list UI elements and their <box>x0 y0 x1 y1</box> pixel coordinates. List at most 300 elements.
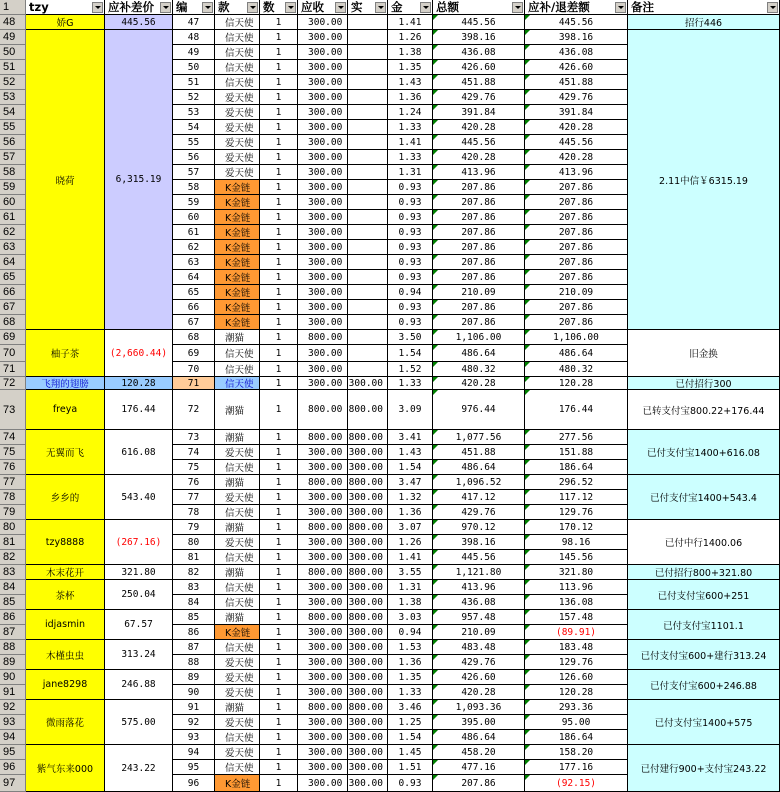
item-style[interactable]: K金链 <box>215 315 260 330</box>
quantity[interactable]: 1 <box>260 225 298 240</box>
item-style[interactable]: 爱天使 <box>215 135 260 150</box>
difference-amount[interactable]: 277.56 <box>525 430 628 445</box>
item-number[interactable]: 93 <box>173 730 215 745</box>
total-amount[interactable]: 436.08 <box>433 45 525 60</box>
total-amount[interactable]: 429.76 <box>433 655 525 670</box>
quantity[interactable]: 1 <box>260 240 298 255</box>
difference-amount[interactable]: 445.56 <box>525 15 628 30</box>
receivable[interactable]: 300.00 <box>298 165 348 180</box>
filter-dropdown-icon[interactable] <box>512 2 523 13</box>
item-style[interactable]: 爱天使 <box>215 150 260 165</box>
item-number[interactable]: 62 <box>173 240 215 255</box>
receivable[interactable]: 300.00 <box>298 120 348 135</box>
item-style[interactable]: 潮猫 <box>215 475 260 490</box>
weight[interactable]: 3.55 <box>388 565 433 580</box>
total-amount[interactable]: 417.12 <box>433 490 525 505</box>
receivable[interactable]: 300.00 <box>298 180 348 195</box>
item-style[interactable]: 信天使 <box>215 505 260 520</box>
receivable[interactable]: 300.00 <box>298 550 348 565</box>
customer-name[interactable]: 木末花开 <box>26 565 105 580</box>
total-amount[interactable]: 413.96 <box>433 165 525 180</box>
item-style[interactable]: K金链 <box>215 255 260 270</box>
quantity[interactable]: 1 <box>260 775 298 792</box>
total-amount[interactable]: 436.08 <box>433 595 525 610</box>
item-number[interactable]: 69 <box>173 345 215 362</box>
filter-dropdown-icon[interactable] <box>202 2 213 13</box>
quantity[interactable]: 1 <box>260 490 298 505</box>
customer-name[interactable]: idjasmin <box>26 610 105 640</box>
weight[interactable]: 1.43 <box>388 445 433 460</box>
difference-amount[interactable]: 136.08 <box>525 595 628 610</box>
difference-total[interactable]: 616.08 <box>105 430 173 475</box>
receivable[interactable]: 800.00 <box>298 475 348 490</box>
difference-amount[interactable]: 486.64 <box>525 345 628 362</box>
item-style[interactable]: 潮猫 <box>215 610 260 625</box>
quantity[interactable]: 1 <box>260 640 298 655</box>
difference-amount[interactable]: 120.28 <box>525 685 628 700</box>
weight[interactable]: 0.94 <box>388 285 433 300</box>
difference-total[interactable]: 575.00 <box>105 700 173 745</box>
quantity[interactable]: 1 <box>260 15 298 30</box>
filter-dropdown-icon[interactable] <box>160 2 171 13</box>
weight[interactable]: 1.26 <box>388 535 433 550</box>
filter-dropdown-icon[interactable] <box>767 2 778 13</box>
item-number[interactable]: 50 <box>173 60 215 75</box>
weight[interactable]: 0.94 <box>388 625 433 640</box>
total-amount[interactable]: 445.56 <box>433 15 525 30</box>
quantity[interactable]: 1 <box>260 195 298 210</box>
quantity[interactable]: 1 <box>260 655 298 670</box>
item-style[interactable]: 爱天使 <box>215 490 260 505</box>
quantity[interactable]: 1 <box>260 120 298 135</box>
weight[interactable]: 1.54 <box>388 730 433 745</box>
item-number[interactable]: 52 <box>173 90 215 105</box>
received[interactable] <box>348 362 388 377</box>
item-style[interactable]: 信天使 <box>215 580 260 595</box>
total-amount[interactable]: 1,121.80 <box>433 565 525 580</box>
received[interactable]: 300.00 <box>348 445 388 460</box>
total-amount[interactable]: 486.64 <box>433 345 525 362</box>
weight[interactable]: 0.93 <box>388 255 433 270</box>
weight[interactable]: 1.33 <box>388 150 433 165</box>
item-number[interactable]: 65 <box>173 285 215 300</box>
receivable[interactable]: 300.00 <box>298 445 348 460</box>
remark[interactable]: 旧金换 <box>628 330 780 377</box>
item-number[interactable]: 47 <box>173 15 215 30</box>
quantity[interactable]: 1 <box>260 165 298 180</box>
weight[interactable]: 3.09 <box>388 390 433 430</box>
weight[interactable]: 1.41 <box>388 15 433 30</box>
item-number[interactable]: 61 <box>173 225 215 240</box>
receivable[interactable]: 300.00 <box>298 315 348 330</box>
weight[interactable]: 3.41 <box>388 430 433 445</box>
quantity[interactable]: 1 <box>260 670 298 685</box>
total-amount[interactable]: 207.86 <box>433 270 525 285</box>
difference-total[interactable]: 67.57 <box>105 610 173 640</box>
receivable[interactable]: 800.00 <box>298 390 348 430</box>
weight[interactable]: 1.38 <box>388 45 433 60</box>
weight[interactable]: 0.93 <box>388 195 433 210</box>
customer-name[interactable]: 木槿虫虫 <box>26 640 105 670</box>
difference-amount[interactable]: 98.16 <box>525 535 628 550</box>
item-number[interactable]: 72 <box>173 390 215 430</box>
weight[interactable]: 1.31 <box>388 165 433 180</box>
item-style[interactable]: 潮猫 <box>215 430 260 445</box>
item-style[interactable]: 信天使 <box>215 345 260 362</box>
difference-amount[interactable]: 210.09 <box>525 285 628 300</box>
weight[interactable]: 0.93 <box>388 270 433 285</box>
difference-amount[interactable]: 95.00 <box>525 715 628 730</box>
total-amount[interactable]: 426.60 <box>433 670 525 685</box>
quantity[interactable]: 1 <box>260 760 298 775</box>
received[interactable]: 300.00 <box>348 550 388 565</box>
total-amount[interactable]: 207.86 <box>433 255 525 270</box>
receivable[interactable]: 300.00 <box>298 730 348 745</box>
total-amount[interactable]: 429.76 <box>433 90 525 105</box>
item-number[interactable]: 68 <box>173 330 215 345</box>
difference-amount[interactable]: 207.86 <box>525 270 628 285</box>
quantity[interactable]: 1 <box>260 135 298 150</box>
receivable[interactable]: 800.00 <box>298 565 348 580</box>
item-style[interactable]: 爱天使 <box>215 745 260 760</box>
column-header[interactable]: 应收 <box>298 0 348 15</box>
received[interactable] <box>348 315 388 330</box>
receivable[interactable]: 300.00 <box>298 760 348 775</box>
remark[interactable]: 已付中行1400.06 <box>628 520 780 565</box>
quantity[interactable]: 1 <box>260 90 298 105</box>
remark[interactable]: 已付支付宝600+246.88 <box>628 670 780 700</box>
difference-amount[interactable]: 126.60 <box>525 670 628 685</box>
quantity[interactable]: 1 <box>260 377 298 390</box>
received[interactable] <box>348 285 388 300</box>
item-style[interactable]: 信天使 <box>215 730 260 745</box>
received[interactable]: 800.00 <box>348 430 388 445</box>
item-number[interactable]: 96 <box>173 775 215 792</box>
quantity[interactable]: 1 <box>260 255 298 270</box>
quantity[interactable]: 1 <box>260 715 298 730</box>
receivable[interactable]: 300.00 <box>298 745 348 760</box>
receivable[interactable]: 300.00 <box>298 90 348 105</box>
item-style[interactable]: 潮猫 <box>215 565 260 580</box>
received[interactable]: 300.00 <box>348 655 388 670</box>
difference-amount[interactable]: 129.76 <box>525 505 628 520</box>
item-style[interactable]: 爱天使 <box>215 90 260 105</box>
remark[interactable]: 招行446 <box>628 15 780 30</box>
receivable[interactable]: 300.00 <box>298 715 348 730</box>
item-number[interactable]: 56 <box>173 150 215 165</box>
difference-amount[interactable]: 113.96 <box>525 580 628 595</box>
difference-amount[interactable]: 207.86 <box>525 180 628 195</box>
quantity[interactable]: 1 <box>260 75 298 90</box>
total-amount[interactable]: 429.76 <box>433 505 525 520</box>
remark[interactable]: 已付支付宝600+建行313.24 <box>628 640 780 670</box>
difference-amount[interactable]: 129.76 <box>525 655 628 670</box>
total-amount[interactable]: 1,106.00 <box>433 330 525 345</box>
filter-dropdown-icon[interactable] <box>375 2 386 13</box>
item-number[interactable]: 63 <box>173 255 215 270</box>
quantity[interactable]: 1 <box>260 580 298 595</box>
received[interactable]: 300.00 <box>348 377 388 390</box>
customer-name[interactable]: tzy8888 <box>26 520 105 565</box>
difference-amount[interactable]: 157.48 <box>525 610 628 625</box>
difference-amount[interactable]: 429.76 <box>525 90 628 105</box>
column-header[interactable]: 总额 <box>433 0 525 15</box>
difference-amount[interactable]: 120.28 <box>525 377 628 390</box>
total-amount[interactable]: 486.64 <box>433 460 525 475</box>
total-amount[interactable]: 420.28 <box>433 685 525 700</box>
item-number[interactable]: 87 <box>173 640 215 655</box>
column-header[interactable]: 备注 <box>628 0 780 15</box>
weight[interactable]: 1.33 <box>388 685 433 700</box>
total-amount[interactable]: 420.28 <box>433 120 525 135</box>
total-amount[interactable]: 398.16 <box>433 535 525 550</box>
received[interactable] <box>348 345 388 362</box>
difference-amount[interactable]: 207.86 <box>525 225 628 240</box>
received[interactable]: 300.00 <box>348 595 388 610</box>
weight[interactable]: 1.31 <box>388 580 433 595</box>
total-amount[interactable]: 1,077.56 <box>433 430 525 445</box>
difference-amount[interactable]: 183.48 <box>525 640 628 655</box>
receivable[interactable]: 300.00 <box>298 595 348 610</box>
filter-dropdown-icon[interactable] <box>615 2 626 13</box>
difference-amount[interactable]: 436.08 <box>525 45 628 60</box>
total-amount[interactable]: 395.00 <box>433 715 525 730</box>
item-style[interactable]: K金链 <box>215 225 260 240</box>
received[interactable] <box>348 225 388 240</box>
receivable[interactable]: 800.00 <box>298 430 348 445</box>
receivable[interactable]: 300.00 <box>298 210 348 225</box>
item-style[interactable]: 爱天使 <box>215 715 260 730</box>
quantity[interactable]: 1 <box>260 625 298 640</box>
total-amount[interactable]: 398.16 <box>433 30 525 45</box>
item-number[interactable]: 75 <box>173 460 215 475</box>
weight[interactable]: 3.46 <box>388 700 433 715</box>
weight[interactable]: 1.35 <box>388 60 433 75</box>
difference-amount[interactable]: 321.80 <box>525 565 628 580</box>
received[interactable] <box>348 165 388 180</box>
customer-name[interactable]: 茶杯 <box>26 580 105 610</box>
total-amount[interactable]: 391.84 <box>433 105 525 120</box>
column-header[interactable]: tzy <box>26 0 105 15</box>
weight[interactable]: 1.25 <box>388 715 433 730</box>
weight[interactable]: 1.33 <box>388 120 433 135</box>
column-header[interactable]: 金 <box>388 0 433 15</box>
total-amount[interactable]: 413.96 <box>433 580 525 595</box>
item-style[interactable]: 信天使 <box>215 377 260 390</box>
quantity[interactable]: 1 <box>260 700 298 715</box>
weight[interactable]: 1.33 <box>388 377 433 390</box>
difference-total[interactable]: 313.24 <box>105 640 173 670</box>
item-number[interactable]: 55 <box>173 135 215 150</box>
item-style[interactable]: 爱天使 <box>215 445 260 460</box>
received[interactable] <box>348 105 388 120</box>
receivable[interactable]: 300.00 <box>298 685 348 700</box>
receivable[interactable]: 300.00 <box>298 460 348 475</box>
receivable[interactable]: 800.00 <box>298 330 348 345</box>
total-amount[interactable]: 207.86 <box>433 315 525 330</box>
remark[interactable]: 已付招行800+321.80 <box>628 565 780 580</box>
received[interactable]: 800.00 <box>348 700 388 715</box>
quantity[interactable]: 1 <box>260 460 298 475</box>
item-style[interactable]: 信天使 <box>215 362 260 377</box>
received[interactable]: 300.00 <box>348 490 388 505</box>
difference-total[interactable]: 246.88 <box>105 670 173 700</box>
quantity[interactable]: 1 <box>260 30 298 45</box>
remark[interactable]: 已付支付宝1400+616.08 <box>628 430 780 475</box>
weight[interactable]: 1.36 <box>388 90 433 105</box>
weight[interactable]: 1.43 <box>388 75 433 90</box>
quantity[interactable]: 1 <box>260 595 298 610</box>
item-style[interactable]: 潮猫 <box>215 330 260 345</box>
customer-name[interactable]: 乡乡的 <box>26 475 105 520</box>
received[interactable]: 300.00 <box>348 580 388 595</box>
receivable[interactable]: 300.00 <box>298 195 348 210</box>
receivable[interactable]: 300.00 <box>298 105 348 120</box>
item-number[interactable]: 71 <box>173 377 215 390</box>
item-number[interactable]: 84 <box>173 595 215 610</box>
received[interactable]: 300.00 <box>348 775 388 792</box>
difference-amount[interactable]: 420.28 <box>525 150 628 165</box>
total-amount[interactable]: 207.86 <box>433 180 525 195</box>
weight[interactable]: 1.35 <box>388 670 433 685</box>
quantity[interactable]: 1 <box>260 565 298 580</box>
item-style[interactable]: 信天使 <box>215 60 260 75</box>
weight[interactable]: 1.38 <box>388 595 433 610</box>
item-style[interactable]: 信天使 <box>215 760 260 775</box>
weight[interactable]: 0.93 <box>388 210 433 225</box>
weight[interactable]: 1.51 <box>388 760 433 775</box>
weight[interactable]: 1.54 <box>388 345 433 362</box>
difference-amount[interactable]: 420.28 <box>525 120 628 135</box>
difference-total[interactable]: 176.44 <box>105 390 173 430</box>
item-style[interactable]: K金链 <box>215 210 260 225</box>
item-number[interactable]: 67 <box>173 315 215 330</box>
receivable[interactable]: 300.00 <box>298 362 348 377</box>
item-number[interactable]: 59 <box>173 195 215 210</box>
received[interactable] <box>348 330 388 345</box>
weight[interactable]: 0.93 <box>388 300 433 315</box>
item-style[interactable]: 信天使 <box>215 460 260 475</box>
item-number[interactable]: 95 <box>173 760 215 775</box>
item-style[interactable]: 爱天使 <box>215 655 260 670</box>
received[interactable] <box>348 300 388 315</box>
difference-amount[interactable]: 480.32 <box>525 362 628 377</box>
weight[interactable]: 1.41 <box>388 550 433 565</box>
total-amount[interactable]: 210.09 <box>433 285 525 300</box>
total-amount[interactable]: 207.86 <box>433 195 525 210</box>
total-amount[interactable]: 477.16 <box>433 760 525 775</box>
difference-amount[interactable]: 296.52 <box>525 475 628 490</box>
difference-total[interactable]: 321.80 <box>105 565 173 580</box>
received[interactable] <box>348 135 388 150</box>
item-style[interactable]: K金链 <box>215 625 260 640</box>
remark[interactable]: 已转支付宝800.22+176.44 <box>628 390 780 430</box>
receivable[interactable]: 300.00 <box>298 150 348 165</box>
receivable[interactable]: 800.00 <box>298 610 348 625</box>
weight[interactable]: 3.47 <box>388 475 433 490</box>
total-amount[interactable]: 1,096.52 <box>433 475 525 490</box>
total-amount[interactable]: 1,093.36 <box>433 700 525 715</box>
quantity[interactable]: 1 <box>260 210 298 225</box>
item-number[interactable]: 53 <box>173 105 215 120</box>
received[interactable] <box>348 195 388 210</box>
quantity[interactable]: 1 <box>260 505 298 520</box>
received[interactable]: 300.00 <box>348 760 388 775</box>
item-number[interactable]: 57 <box>173 165 215 180</box>
quantity[interactable]: 1 <box>260 550 298 565</box>
receivable[interactable]: 300.00 <box>298 240 348 255</box>
received[interactable]: 300.00 <box>348 640 388 655</box>
item-style[interactable]: 爱天使 <box>215 535 260 550</box>
remark[interactable]: 已付招行300 <box>628 377 780 390</box>
quantity[interactable]: 1 <box>260 285 298 300</box>
received[interactable]: 300.00 <box>348 625 388 640</box>
weight[interactable]: 1.32 <box>388 490 433 505</box>
difference-amount[interactable]: 445.56 <box>525 135 628 150</box>
difference-amount[interactable]: 413.96 <box>525 165 628 180</box>
quantity[interactable]: 1 <box>260 45 298 60</box>
filter-dropdown-icon[interactable] <box>285 2 296 13</box>
received[interactable] <box>348 270 388 285</box>
item-style[interactable]: 潮猫 <box>215 520 260 535</box>
difference-amount[interactable]: (89.91) <box>525 625 628 640</box>
total-amount[interactable]: 207.86 <box>433 775 525 792</box>
item-style[interactable]: 潮猫 <box>215 390 260 430</box>
column-header[interactable]: 实 <box>348 0 388 15</box>
item-number[interactable]: 51 <box>173 75 215 90</box>
received[interactable]: 300.00 <box>348 460 388 475</box>
filter-dropdown-icon[interactable] <box>92 2 103 13</box>
receivable[interactable]: 300.00 <box>298 580 348 595</box>
customer-name[interactable]: 飞翔的翅膀 <box>26 377 105 390</box>
item-number[interactable]: 78 <box>173 505 215 520</box>
item-number[interactable]: 64 <box>173 270 215 285</box>
difference-total[interactable]: (267.16) <box>105 520 173 565</box>
received[interactable] <box>348 30 388 45</box>
item-style[interactable]: 信天使 <box>215 45 260 60</box>
weight[interactable]: 1.26 <box>388 30 433 45</box>
weight[interactable]: 3.03 <box>388 610 433 625</box>
item-style[interactable]: 爱天使 <box>215 685 260 700</box>
received[interactable] <box>348 240 388 255</box>
item-style[interactable]: 信天使 <box>215 550 260 565</box>
total-amount[interactable]: 207.86 <box>433 210 525 225</box>
item-style[interactable]: K金链 <box>215 300 260 315</box>
difference-amount[interactable]: 207.86 <box>525 240 628 255</box>
receivable[interactable]: 300.00 <box>298 225 348 240</box>
receivable[interactable]: 300.00 <box>298 75 348 90</box>
difference-amount[interactable]: 207.86 <box>525 210 628 225</box>
difference-amount[interactable]: 391.84 <box>525 105 628 120</box>
total-amount[interactable]: 445.56 <box>433 135 525 150</box>
difference-amount[interactable]: 186.64 <box>525 460 628 475</box>
item-number[interactable]: 66 <box>173 300 215 315</box>
item-number[interactable]: 70 <box>173 362 215 377</box>
remark[interactable]: 已付支付宝1400+543.4 <box>628 475 780 520</box>
receivable[interactable]: 300.00 <box>298 535 348 550</box>
item-style[interactable]: K金链 <box>215 285 260 300</box>
difference-amount[interactable]: 207.86 <box>525 255 628 270</box>
weight[interactable]: 0.93 <box>388 225 433 240</box>
received[interactable] <box>348 180 388 195</box>
item-number[interactable]: 91 <box>173 700 215 715</box>
quantity[interactable]: 1 <box>260 330 298 345</box>
received[interactable] <box>348 255 388 270</box>
weight[interactable]: 1.41 <box>388 135 433 150</box>
quantity[interactable]: 1 <box>260 390 298 430</box>
receivable[interactable]: 300.00 <box>298 285 348 300</box>
receivable[interactable]: 300.00 <box>298 270 348 285</box>
